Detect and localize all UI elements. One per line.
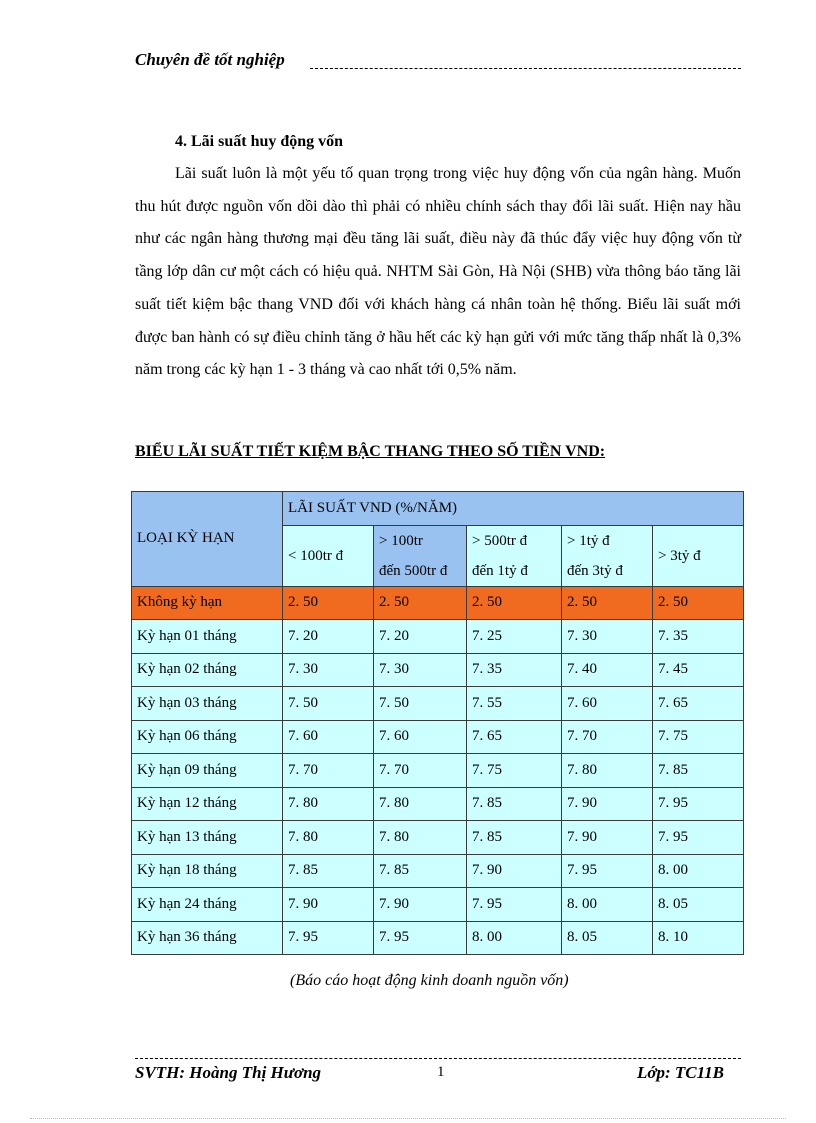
section-title: 4. Lãi suất huy động vốn xyxy=(175,133,344,150)
term-cell: Kỳ hạn 13 tháng xyxy=(132,821,283,855)
rate-cell: 2. 50 xyxy=(467,586,562,620)
rate-cell: 7. 70 xyxy=(283,754,374,788)
column-header-line1: < 100tr đ xyxy=(288,547,344,564)
term-cell: Kỳ hạn 36 tháng xyxy=(132,921,283,955)
table-row xyxy=(132,854,744,888)
body-text xyxy=(135,126,741,387)
rate-cell: 7. 55 xyxy=(467,687,562,721)
rate-cell: 7. 65 xyxy=(467,720,562,754)
rate-cell: 2. 50 xyxy=(283,586,374,620)
rate-cell: 7. 30 xyxy=(374,653,467,687)
table-row xyxy=(132,620,744,654)
table-caption: (Báo cáo hoạt động kinh doanh nguồn vốn) xyxy=(290,972,569,989)
rate-cell: 7. 80 xyxy=(562,754,653,788)
interest-rate-table xyxy=(131,491,744,955)
rate-cell: 7. 60 xyxy=(283,720,374,754)
column-header-line2: đến 500tr đ xyxy=(379,562,448,579)
table-row xyxy=(132,653,744,687)
rate-cell: 7. 35 xyxy=(653,620,744,654)
rate-cell: 7. 65 xyxy=(653,687,744,721)
header-rule xyxy=(310,68,741,69)
rate-cell: 7. 95 xyxy=(653,821,744,855)
rate-cell: 8. 00 xyxy=(467,921,562,955)
rate-cell: 8. 00 xyxy=(653,854,744,888)
rate-cell: 7. 60 xyxy=(374,720,467,754)
rate-cell: 7. 90 xyxy=(562,787,653,821)
rate-cell: 7. 90 xyxy=(562,821,653,855)
page-number: 1 xyxy=(437,1064,445,1080)
rate-cell: 2. 50 xyxy=(374,586,467,620)
table-body xyxy=(132,586,744,955)
rate-cell: 7. 95 xyxy=(562,854,653,888)
column-header xyxy=(467,525,562,586)
table-row xyxy=(132,921,744,955)
table-row xyxy=(132,754,744,788)
table-row xyxy=(132,586,744,620)
column-header-line1: > 100tr xyxy=(379,532,423,549)
column-header-line1: > 3tỷ đ xyxy=(658,547,701,564)
rate-cell: 7. 95 xyxy=(374,921,467,955)
footer-class: Lớp: TC11B xyxy=(636,1063,724,1082)
rate-cell: 7. 95 xyxy=(653,787,744,821)
rate-cell: 7. 70 xyxy=(562,720,653,754)
column-header-line2: đến 1tỷ đ xyxy=(472,562,528,579)
table-row xyxy=(132,888,744,922)
rate-cell: 7. 90 xyxy=(374,888,467,922)
table-row xyxy=(132,687,744,721)
rate-cell: 7. 30 xyxy=(283,653,374,687)
column-header-line1: > 500tr đ xyxy=(472,532,528,549)
footer-student: SVTH: Hoàng Thị Hương xyxy=(135,1063,322,1082)
section-paragraph: Lãi suất luôn là một yếu tố quan trọng trong việc huy động vốn của ngân hàng. Muốn thu hút được nguồn vốn dồi dào thì phải có nhiều chính sách thay đổi lãi suất. Hiện nay hầu như các ngân hàng thương mại đều tăng lãi suất, điều này đã thúc đẩy việc huy động vốn từ tầng lớp dân cư một cách có hiệu quả. NHTM Sài Gòn, Hà Nội (SHB) vừa thông báo tăng lãi suất tiết kiệm bậc thang VND đối với khách hàng cá nhân toàn hệ thống. Biểu lãi suất mới được ban hành có sự điều chỉnh tăng ở hầu hết các kỳ hạn gửi với mức tăng thấp nhất là 0,3% năm trong các kỳ hạn 1 - 3 tháng và cao nhất tới 0,5% năm. xyxy=(135,165,741,379)
rate-cell: 7. 25 xyxy=(467,620,562,654)
rate-cell: 7. 95 xyxy=(283,921,374,955)
rate-cell: 8. 10 xyxy=(653,921,744,955)
rate-cell: 7. 85 xyxy=(653,754,744,788)
rate-cell: 7. 85 xyxy=(283,854,374,888)
rate-cell: 7. 80 xyxy=(374,821,467,855)
footer-rule xyxy=(135,1058,741,1059)
rate-cell: 7. 30 xyxy=(562,620,653,654)
rate-cell: 7. 90 xyxy=(283,888,374,922)
rate-cell: 7. 90 xyxy=(467,854,562,888)
table-row xyxy=(132,720,744,754)
rate-cell: 2. 50 xyxy=(653,586,744,620)
rate-cell: 7. 40 xyxy=(562,653,653,687)
rate-cell: 7. 50 xyxy=(374,687,467,721)
rate-cell: 7. 80 xyxy=(374,787,467,821)
term-cell: Kỳ hạn 02 tháng xyxy=(132,653,283,687)
rate-header: LÃI SUẤT VND (%/NĂM) xyxy=(283,492,744,526)
column-header-line1: > 1tỷ đ xyxy=(567,532,610,549)
rate-cell: 7. 70 xyxy=(374,754,467,788)
rate-cell: 7. 95 xyxy=(467,888,562,922)
column-header xyxy=(374,525,467,586)
rate-cell: 7. 85 xyxy=(374,854,467,888)
rate-cell: 7. 20 xyxy=(283,620,374,654)
term-cell: Kỳ hạn 01 tháng xyxy=(132,620,283,654)
rate-cell: 7. 45 xyxy=(653,653,744,687)
rate-cell: 7. 85 xyxy=(467,787,562,821)
rate-cell: 8. 05 xyxy=(562,921,653,955)
term-cell: Kỳ hạn 12 tháng xyxy=(132,787,283,821)
term-cell: Kỳ hạn 03 tháng xyxy=(132,687,283,721)
table-row xyxy=(132,821,744,855)
table-title: BIỂU LÃI SUẤT TIẾT KIỆM BẬC THANG THEO SỐ TIỀN VND: xyxy=(135,443,606,460)
page-header xyxy=(135,48,741,74)
page-bottom-border xyxy=(30,1118,786,1119)
rate-cell: 7. 20 xyxy=(374,620,467,654)
term-cell: Kỳ hạn 09 tháng xyxy=(132,754,283,788)
term-header: LOẠI KỲ HẠN xyxy=(132,492,283,587)
rate-cell: 7. 85 xyxy=(467,821,562,855)
term-cell: Kỳ hạn 06 tháng xyxy=(132,720,283,754)
rate-cell: 7. 80 xyxy=(283,821,374,855)
column-header xyxy=(283,525,374,586)
rate-cell: 7. 50 xyxy=(283,687,374,721)
rate-cell: 7. 80 xyxy=(283,787,374,821)
rate-cell: 7. 75 xyxy=(467,754,562,788)
column-header xyxy=(562,525,653,586)
rate-cell: 8. 05 xyxy=(653,888,744,922)
column-header-line2: đến 3tỷ đ xyxy=(567,562,623,579)
rate-cell: 8. 00 xyxy=(562,888,653,922)
header-title: Chuyên đề tốt nghiệp xyxy=(135,50,285,69)
rate-cell: 7. 35 xyxy=(467,653,562,687)
rate-cell: 7. 60 xyxy=(562,687,653,721)
rate-cell: 7. 75 xyxy=(653,720,744,754)
table-row xyxy=(132,787,744,821)
term-cell: Không kỳ hạn xyxy=(132,586,283,620)
column-header xyxy=(653,525,744,586)
term-cell: Kỳ hạn 24 tháng xyxy=(132,888,283,922)
rate-cell: 2. 50 xyxy=(562,586,653,620)
term-cell: Kỳ hạn 18 tháng xyxy=(132,854,283,888)
